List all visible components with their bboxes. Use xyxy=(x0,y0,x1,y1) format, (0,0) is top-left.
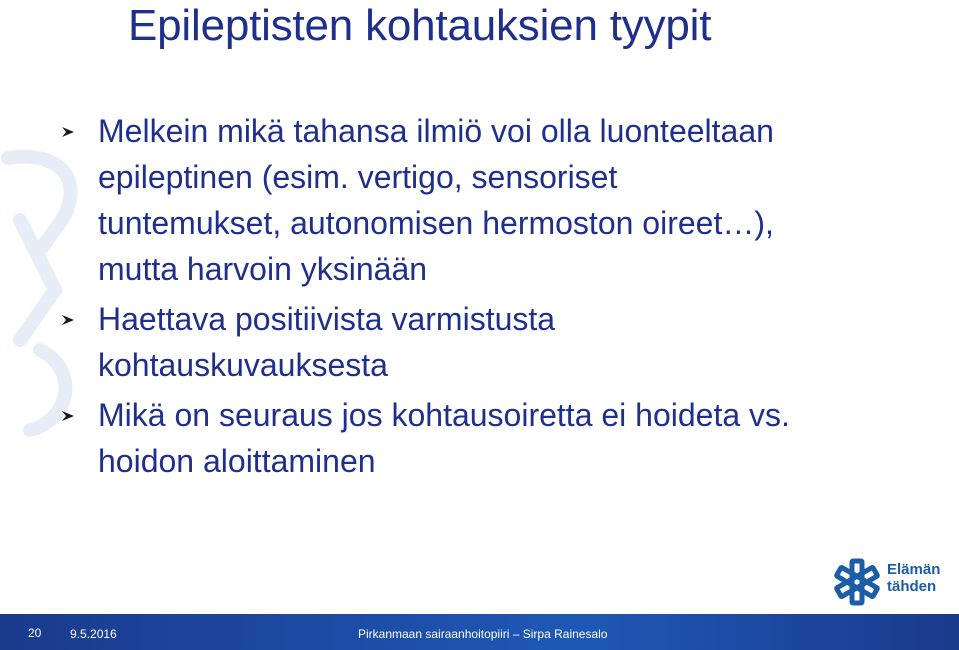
bullet-list xyxy=(0,108,959,488)
arrowhead-bullet-icon xyxy=(60,312,76,328)
bullet-line: epileptinen (esim. vertigo, sensoriset xyxy=(98,159,618,195)
elaman-tahden-logo xyxy=(833,556,943,606)
star-of-life-icon xyxy=(833,558,881,606)
footer-organization: Pirkanmaan sairaanhoitopiiri – Sirpa Rainesalo xyxy=(358,627,608,641)
bullet-line: hoidon aloittaminen xyxy=(98,443,376,479)
bullet-line: tuntemukset, autonomisen hermoston oireet…), xyxy=(98,205,774,241)
bullet-line: Haettava positiivista varmistusta xyxy=(98,301,556,337)
bullet-item-1 xyxy=(0,108,918,292)
bullet-line: Melkein mikä tahansa ilmiö voi olla luonteeltaan xyxy=(98,113,774,149)
logo-line-2: tähden xyxy=(887,578,937,595)
arrowhead-bullet-icon xyxy=(60,124,76,140)
bullet-item-2 xyxy=(0,296,918,388)
bullet-line: Mikä on seuraus jos kohtausoiretta ei hoideta vs. xyxy=(98,397,790,433)
page-number: 20 xyxy=(28,626,42,640)
slide-title: Epileptisten kohtauksien tyypit xyxy=(128,1,712,50)
footer-bar xyxy=(0,614,959,650)
footer-date: 9.5.2016 xyxy=(70,627,117,641)
arrowhead-bullet-icon xyxy=(60,408,76,424)
bullet-line: kohtauskuvauksesta xyxy=(98,347,388,383)
bullet-line: mutta harvoin yksinään xyxy=(98,251,428,287)
bullet-item-3 xyxy=(0,392,918,484)
logo-line-1: Elämän xyxy=(887,561,941,578)
